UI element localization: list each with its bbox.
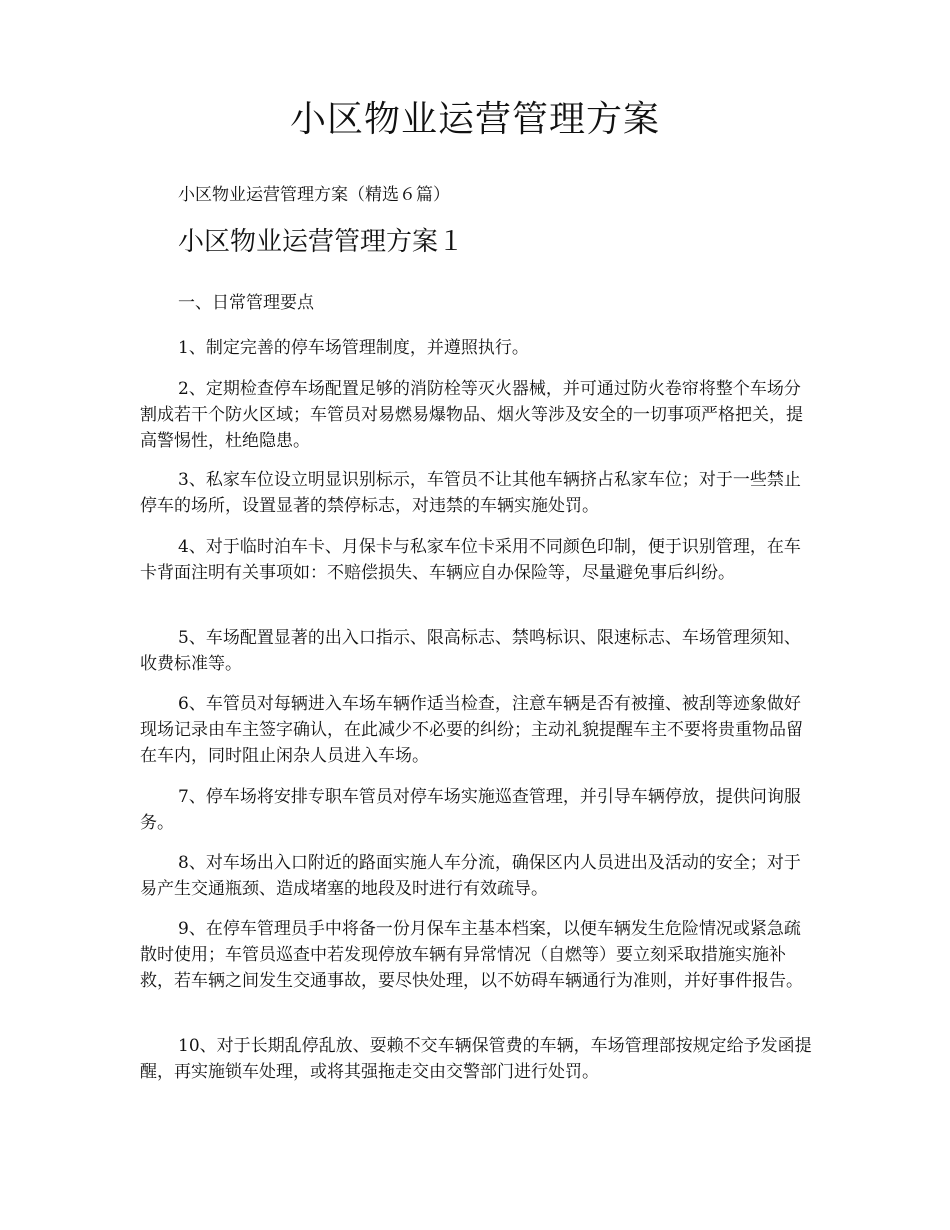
paragraph-item-3: 3、私家车位设立明显识别标示，车管员不让其他车辆挤占私家车位；对于一些禁止停车的场所，设置显著的禁停标志，对违禁的车辆实施处罚。 <box>140 470 801 516</box>
document-title: 小区物业运营管理方案 <box>289 99 660 140</box>
paragraph-item-6: 6、车管员对每辆进入车场车辆作适当检查，注意车辆是否有被撞、被刮等迹象做好现场记录由车主签字确认，在此减少不必要的纠纷；主动礼貌提醒车主不要将贵重物品留在车内，同时阻止闲杂人员进入车场。 <box>140 694 803 766</box>
paragraph-item-4: 4、对于临时泊车卡、月保卡与私家车位卡采用不同颜色印制，便于识别管理，在车卡背面注明有关事项如：不赔偿损失、车辆应自办保险等，尽量避免事后纠纷。 <box>140 537 801 583</box>
paragraph-item-9: 9、在停车管理员手中将备一份月保车主基本档案，以便车辆发生危险情况或紧急疏散时使用；车管员巡查中若发现停放车辆有异常情况（自燃等）要立刻采取措施实施补救，若车辆之间发生交通事故，要尽快处理，以不妨碍车辆通行为准则，并好事件报告。 <box>140 919 803 991</box>
paragraph-item-1: 1、制定完善的停车场管理制度，并遵照执行。 <box>178 338 529 358</box>
outline-heading: 一、日常管理要点 <box>178 293 314 313</box>
section-heading: 小区物业运营管理方案１ <box>178 227 465 257</box>
paragraph-item-10: 10、对于长期乱停乱放、耍赖不交车辆保管费的车辆，车场管理部按规定给予发函提醒，再实施锁车处理，或将其强拖走交由交警部门进行处罚。 <box>140 1036 812 1082</box>
paragraph-item-2: 2、定期检查停车场配置足够的消防栓等灭火器械，并可通过防火卷帘将整个车场分割成若干个防火区域；车管员对易燃易爆物品、烟火等涉及安全的一切事项严格把关，提高警惕性，杜绝隐患。 <box>140 379 803 451</box>
paragraph-item-8: 8、对车场出入口附近的路面实施人车分流，确保区内人员进出及活动的安全；对于易产生交通瓶颈、造成堵塞的地段及时进行有效疏导。 <box>140 853 801 899</box>
document-subtitle: 小区物业运营管理方案（精选６篇） <box>178 185 450 205</box>
paragraph-item-5: 5、车场配置显著的出入口指示、限高标志、禁鸣标识、限速标志、车场管理须知、收费标准等。 <box>140 628 801 674</box>
paragraph-item-7: 7、停车场将安排专职车管员对停车场实施巡查管理，并引导车辆停放，提供问询服务。 <box>140 787 801 833</box>
